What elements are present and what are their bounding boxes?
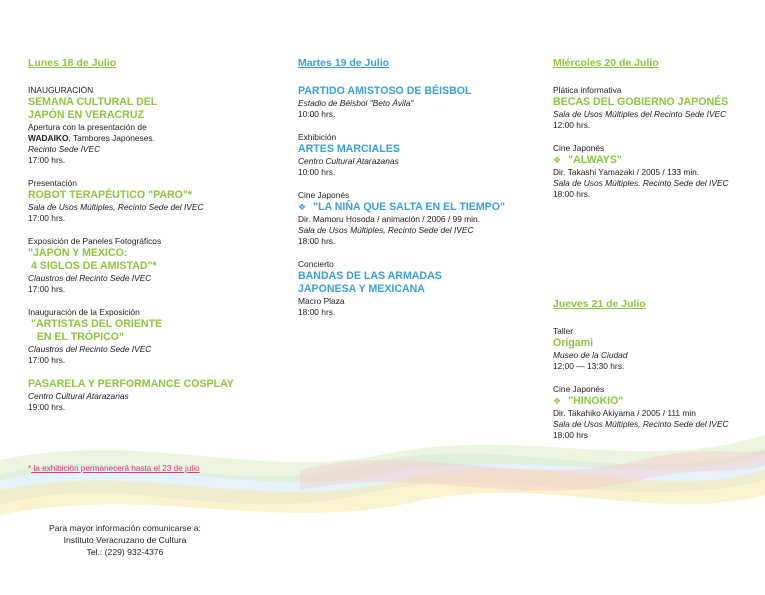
contact-line-2: Instituto Veracruzano de Cultura: [63, 535, 187, 545]
event-bandas: [298, 259, 538, 318]
event-title-row: [298, 201, 538, 214]
event-title: PASARELA Y PERFORMANCE COSPLAY: [28, 378, 234, 390]
event-venue: Sala de Usos Múltiples, Recinto Sede del IVEC: [298, 225, 474, 235]
event-time: 19:00 hrs.: [28, 402, 66, 412]
event-type: Cine Japonés: [553, 384, 605, 394]
day-heading-thursday: Jueves 21 de Julio: [553, 298, 646, 310]
event-title-line2: EN EL TRÓPICO": [28, 331, 125, 343]
event-time: 12:00 hrs.: [553, 120, 591, 130]
event-title: ARTES MARCIALES: [298, 143, 400, 155]
event-title-line1: "ARTISTAS DEL ORIENTE: [28, 318, 163, 330]
footnote-text: la exhibición permanecerá hasta el 23 de julio: [31, 464, 200, 473]
event-type: Concierto: [298, 259, 334, 269]
event-time: 18:00 hrs.: [298, 236, 336, 246]
event-type: Inauguración de la Exposición: [28, 307, 140, 317]
exhibition-footnote: [28, 464, 200, 473]
event-time: 18:00 hrs.: [298, 307, 336, 317]
event-type: Exposición de Paneles Fotográficos: [28, 236, 162, 246]
event-time: 18:00 hrs.: [553, 189, 591, 199]
event-title: "HINOKIO": [568, 395, 624, 407]
event-time: 17:00 hrs.: [28, 284, 66, 294]
event-venue: Museo de la Ciudad: [553, 350, 628, 360]
event-title-line1: "JAPÓN Y MEXICO:: [28, 247, 128, 259]
event-title-row: [553, 154, 753, 167]
event-nina-tiempo: [298, 190, 538, 247]
event-type: Exhibición: [298, 132, 337, 142]
event-title: ROBOT TERAPÉUTICO "PARO"*: [28, 189, 193, 201]
event-time: 18:00 hrs: [553, 430, 588, 440]
event-type: Plática informativa: [553, 85, 622, 95]
event-hinokio: [553, 384, 753, 441]
event-title-row: [553, 395, 753, 408]
event-robot-paro: [28, 178, 268, 224]
event-venue: Centro Cultural Atarazanas: [28, 391, 129, 401]
event-venue: Sala de Usos Múltiples del Recinto Sede IVEC: [553, 109, 727, 119]
event-becas: [553, 85, 753, 131]
contact-line-1: Para mayor información comunicarse a:: [49, 523, 201, 533]
event-title-line2: JAPONESA Y MEXICANA: [298, 283, 425, 295]
event-venue: Claustros del Recinto Sede IVEC: [28, 344, 152, 354]
diamond-icon: ❖: [553, 155, 562, 165]
event-title-line1: SEMANA CULTURAL DEL: [28, 96, 158, 108]
event-venue: Sala de Usos Múltiples, Recinto Sede del IVEC: [28, 202, 204, 212]
wadaiko-label: WADAIKO: [28, 133, 69, 143]
event-time: 10:00 hrs.: [298, 167, 336, 177]
event-title: "ALWAYS": [568, 154, 622, 166]
event-venue: Macro Plaza: [298, 296, 345, 306]
event-cosplay: [28, 378, 268, 413]
event-title: PARTIDO AMISTOSO DE BÉISBOL: [298, 85, 472, 97]
contact-phone: Tel.: (229) 932-4376: [86, 547, 164, 557]
column-thursday: [553, 297, 753, 453]
event-title: "LA NIÑA QUE SALTA EN EL TIEMPO": [313, 201, 505, 213]
event-venue: Sala de Usos Múltiples, Recinto Sede del IVEC: [553, 178, 729, 188]
footnote-asterisk: *: [28, 464, 32, 473]
event-title-line2: 4 SIGLOS DE AMISTAD"*: [28, 260, 157, 272]
event-japon-mexico: [28, 236, 268, 295]
diamond-icon: ❖: [553, 396, 562, 406]
event-origami: [553, 326, 753, 372]
event-beisbol: [298, 85, 538, 120]
column-monday: [28, 56, 268, 425]
event-venue: Centro Cultural Atarazanas: [298, 156, 399, 166]
column-wednesday: [553, 56, 753, 212]
wadaiko-desc: , Tambores Japoneses.: [68, 133, 155, 143]
event-title-line2: JAPÓN EN VERACRUZ: [28, 109, 144, 121]
event-venue: Recinto Sede IVEC: [28, 144, 101, 154]
event-artes-marciales: [298, 132, 538, 178]
event-director: Dir. Takahiko Akiyama / 2005 / 111 min: [553, 408, 696, 418]
day-heading-wednesday: MIércoles 20 de Julio: [553, 57, 659, 69]
event-director: Dir. Takashi Yamazaki / 2005 / 133 min.: [553, 167, 700, 177]
event-type: Presentación: [28, 178, 77, 188]
event-inauguracion: [28, 85, 268, 166]
column-tuesday: [298, 56, 538, 330]
event-type: Cine Japonés: [298, 190, 350, 200]
event-title: Origami: [553, 337, 594, 349]
contact-info: [30, 522, 220, 558]
day-heading-tuesday: Martes 19 de Julio: [298, 57, 390, 69]
event-artistas-oriente: [28, 307, 268, 366]
event-type: Taller: [553, 326, 574, 336]
event-time: 17:00 hrs.: [28, 213, 66, 223]
event-type: INAUGURACIÓN: [28, 85, 94, 95]
event-venue: Sala de Usos Múltiples, Recinto Sede del IVEC: [553, 419, 729, 429]
event-description-2: [28, 133, 268, 144]
event-type: Cine Japonés: [553, 143, 605, 153]
event-always: [553, 143, 753, 200]
day-heading-monday: Lunes 18 de Julio: [28, 57, 117, 69]
event-director: Dir. Mamoru Hosoda / animación / 2006 / 99 min.: [298, 214, 481, 224]
event-venue: Estadio de Béisbol "Beto Ávila": [298, 98, 414, 108]
event-time: 17:00 hrs.: [28, 355, 66, 365]
event-venue: Claustros del Recinto Sede IVEC: [28, 273, 152, 283]
event-description: Apertura con la presentación de: [28, 122, 147, 132]
event-time: 12:00 — 13:30 hrs.: [553, 361, 625, 371]
event-time: 17:00 hrs.: [28, 155, 66, 165]
diamond-icon: ❖: [298, 202, 307, 212]
event-time: 10:00 hrs.: [298, 109, 336, 119]
event-title: BECAS DEL GOBIERNO JAPONÉS: [553, 96, 729, 108]
event-title-line1: BANDAS DE LAS ARMADAS: [298, 270, 442, 282]
